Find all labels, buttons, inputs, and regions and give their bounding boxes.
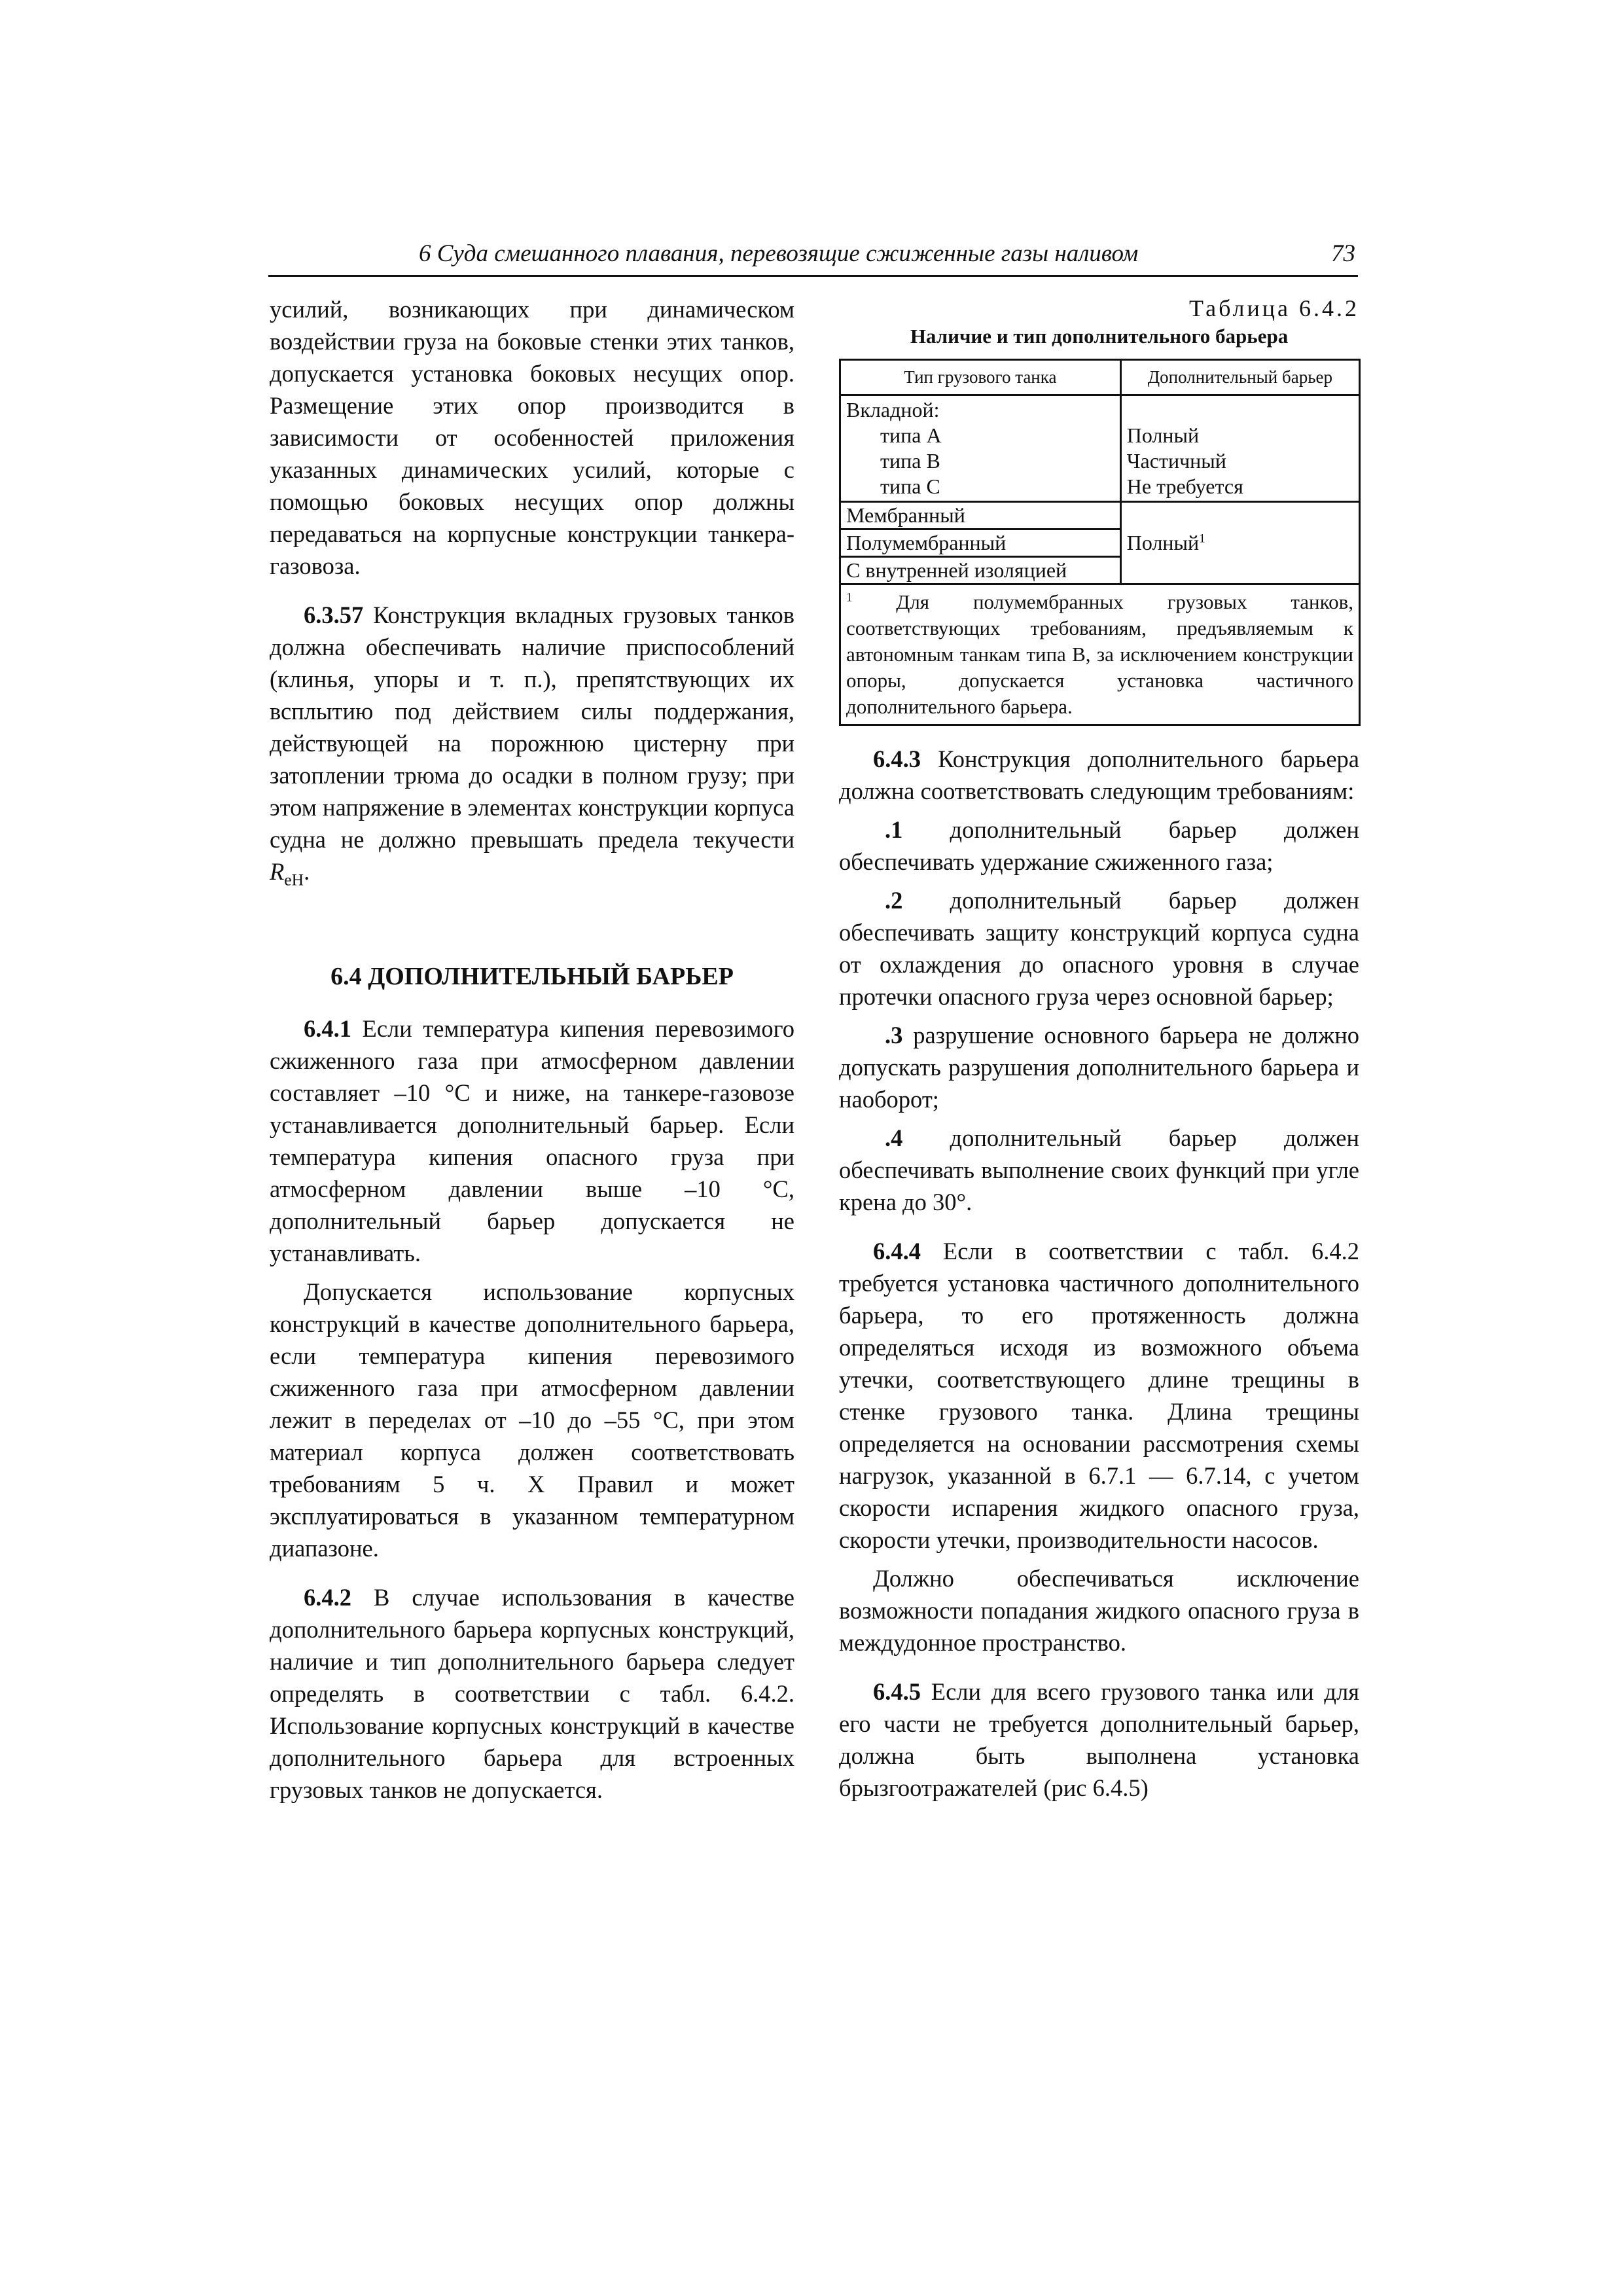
left-column xyxy=(270,293,794,1806)
clause-number: 6.4.1 xyxy=(304,1015,351,1043)
table-cell-vkladnoy: Вкладной: xyxy=(846,398,940,422)
table-label: Таблица 6.4.2 xyxy=(1189,295,1359,321)
paragraph-6-4-2: 6.4.2 В случае использования в качестве дополнительного барьера корпусных конструкций, наличие и тип дополнительного барьера следует определять в соответствии с табл. 6.4.2. Использование корпусных конструкций в качестве дополнительного барьера для встроенных грузовых танков не допускается. xyxy=(270,1584,794,1804)
table-cell-internal-insulation: С внутренней изоляцией xyxy=(840,557,1121,584)
table-title: Наличие и тип дополнительного барьера xyxy=(910,325,1289,348)
clause-number: 6.4.2 xyxy=(304,1584,351,1611)
table-cell-type-c: типа С xyxy=(880,475,940,498)
table-cell-type-a: типа А xyxy=(880,423,942,447)
paragraph-continued: усилий, возникающих при динамическом воздействии груза на боковые стенки этих танков, допускается установка боковых несущих опор. Размещение этих опор производится в зависимости от особенностей приложения указанных динамических усилий, которые с помощью боковых несущих опор должны передаваться на корпусные конструкции танкера-газовоза. xyxy=(270,296,794,579)
clause-number: 6.4.3 xyxy=(873,745,921,772)
clause-number: 6.4.5 xyxy=(873,1678,921,1705)
clause-number: 6.4.4 xyxy=(873,1238,921,1265)
page-number: 73 xyxy=(1331,240,1355,267)
table-footnote-row xyxy=(840,584,1360,725)
table-cell-full: Полный xyxy=(1126,423,1200,447)
table-cell-not-required: Не требуется xyxy=(1126,475,1243,498)
running-title: 6 Суда смешанного плавания, перевозящие сжиженные газы наливом xyxy=(419,240,1139,267)
section-title: 6.4 ДОПОЛНИТЕЛЬНЫЙ БАРЬЕР xyxy=(330,963,734,991)
table-cell-semimembrane: Полумембранный xyxy=(840,529,1121,557)
running-header xyxy=(268,236,1358,277)
table-cell-partial: Частичный xyxy=(1126,449,1226,473)
paragraph-6-3-57: 6.3.57 Конструкция вкладных грузовых танков должна обеспечивать наличие приспособлений (клинья, упоры и т. п.), препятствующих их всплытию под действием силы поддержания, действующей на порожнюю цистерну при затоплении трюма до осадки в полном грузу; при этом напряжение в элементах конструкции корпуса судна не должно превышать предела текучести $R_{eH}$. xyxy=(270,601,794,889)
table-cell-type-b: типа В xyxy=(880,449,940,473)
table-header-barrier: Дополнительный барьер xyxy=(1120,360,1359,395)
paragraph-6-4-3: 6.4.3 Конструкция дополнительного барьера должна соответствовать следующим требованиям: xyxy=(839,745,1359,804)
list-item: .1 дополнительный барьер должен обеспечивать удержание сжиженного газа; xyxy=(839,816,1359,875)
right-column xyxy=(839,293,1359,1804)
list-item: .4 дополнительный барьер должен обеспечивать выполнение своих функций при угле крена до 30°. xyxy=(839,1124,1359,1215)
paragraph-6-4-1: 6.4.1 Если температура кипения перевозимого сжиженного газа при атмосферном давлении составляет –10 °С и ниже, на танкере-газовозе устанавливается дополнительный барьер. Если температура кипения опасного груза при атмосферном давлении выше –10 °С, дополнительный барьер допускается не устанавливать. xyxy=(270,1015,794,1267)
clause-number: 6.3.57 xyxy=(304,601,364,628)
list-item: .3 разрушение основного барьера не должно допускать разрушения дополнительного барьера и наоборот; xyxy=(839,1022,1359,1113)
table-cell-full-note: Полный$^1$ xyxy=(1120,502,1359,584)
barrier-table xyxy=(839,359,1361,726)
paragraph-6-4-4-b: Должно обеспечиваться исключение возможности попадания жидкого опасного груза в междудонное пространство. xyxy=(839,1565,1359,1656)
table-row xyxy=(840,395,1360,502)
paragraph-6-4-4: 6.4.4 Если в соответствии с табл. 6.4.2 требуется установка частичного дополнительного барьера, то его протяженность должна определяться исходя из возможного объема утечки, соответствующего длине трещины в стенке грузового танка. Длина трещины определяется на основании рассмотрения схемы нагрузок, указанной в 6.7.1 — 6.7.14, с учетом скорости испарения жидкого опасного груза, скорости утечки, производительности насосов. xyxy=(839,1238,1359,1553)
table-header-tank-type: Тип грузового танка xyxy=(840,360,1121,395)
table-cell-membrane: Мембранный xyxy=(840,502,1121,529)
table-row xyxy=(840,502,1360,529)
list-item: .2 дополнительный барьер должен обеспечивать защиту конструкций корпуса судна от охлаждения до опасного уровня в случае протечки опасного груза через основной барьер; xyxy=(839,887,1359,1010)
paragraph-6-4-5: 6.4.5 Если для всего грузового танка или для его части не требуется дополнительный барьер, должна быть выполнена установка брызгоотражателей (рис 6.4.5) xyxy=(839,1678,1359,1801)
table-footnote: $^1$ Для полумембранных грузовых танков, соответствующих требованиям, предъявляемым к автономным танкам типа В, за исключением конструкции опоры, допускается установка частичного дополнительного барьера. xyxy=(840,584,1360,725)
paragraph-6-4-1-b: Допускается использование корпусных конструкций в качестве дополнительного барьера, если температура кипения перевозимого сжиженного газа при атмосферном давлении лежит в переделах от –10 до –55 °С, при этом материал корпуса должен соответствовать требованиям 5 ч. X Правил и может эксплуатироваться в указанном температурном диапазоне. xyxy=(270,1278,794,1562)
symbol-r: R xyxy=(270,858,285,885)
